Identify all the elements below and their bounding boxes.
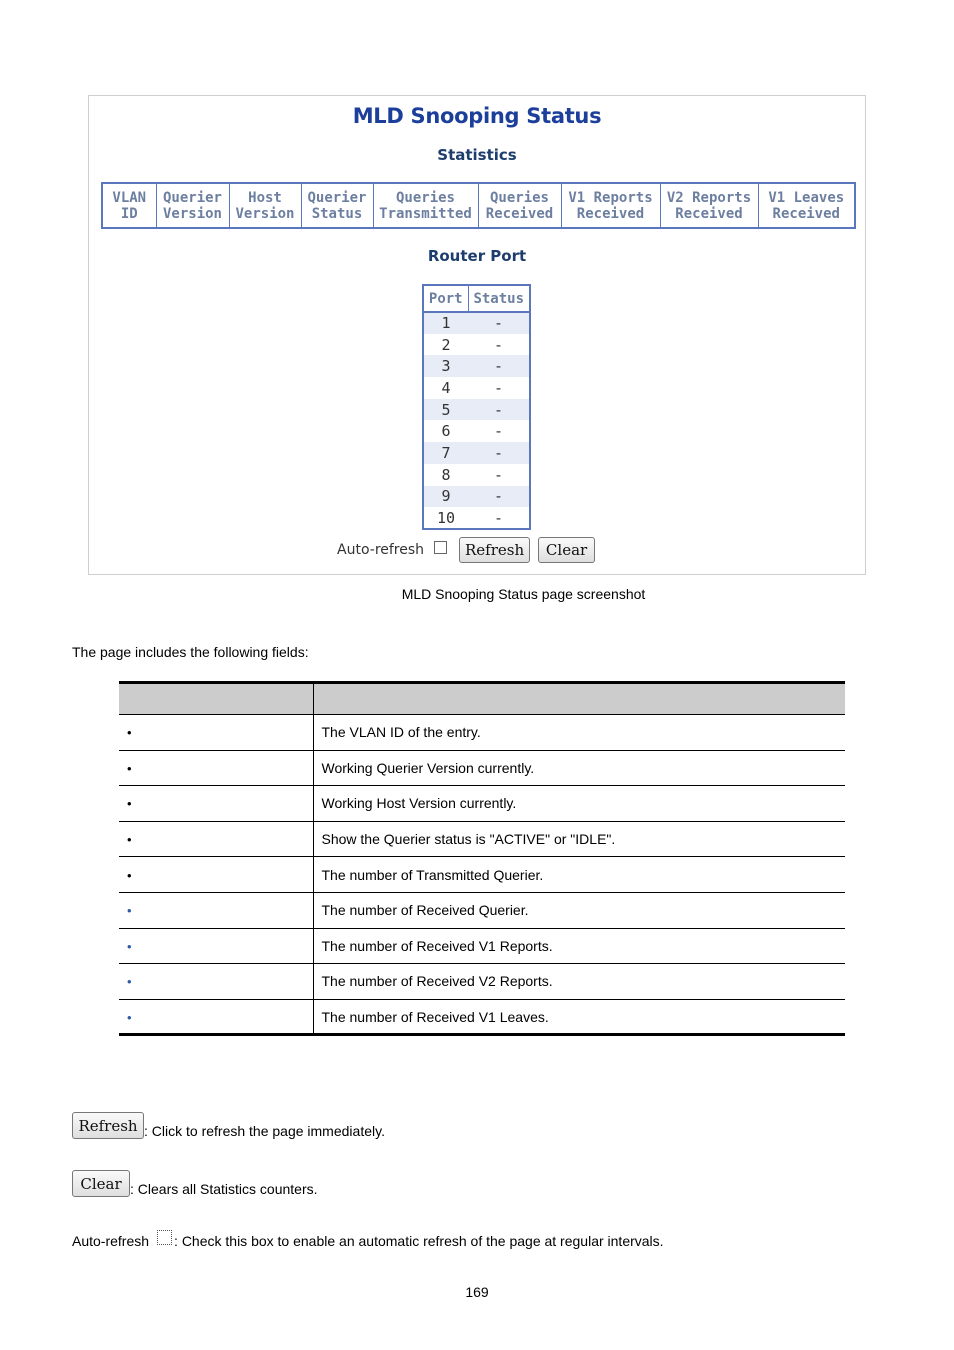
table-row (119, 786, 845, 822)
port-cell: 2 (441, 335, 451, 354)
statistics-heading: Statistics (437, 146, 517, 164)
port-cell: 4 (441, 378, 451, 397)
header-object-cell (119, 683, 313, 715)
screenshot-frame (88, 95, 866, 575)
table-row (423, 464, 530, 486)
table-row (119, 999, 845, 1035)
col-status: Status (468, 285, 530, 312)
clear-button-sample[interactable]: Clear (72, 1170, 130, 1197)
auto-refresh-checkbox[interactable] (434, 541, 447, 554)
col-v1-reports-received: V1 Reports Received (561, 183, 660, 228)
port-cell: 10 (436, 508, 456, 527)
col-vlan-id: VLAN ID (102, 183, 156, 228)
refresh-help-text: : Click to refresh the page immediately. (144, 1123, 385, 1139)
col-host-version: Host Version (229, 183, 301, 228)
status-cell: - (468, 399, 530, 421)
port-cell: 1 (423, 312, 468, 334)
field-description: Working Querier Version currently. (313, 750, 845, 786)
router-header-row (423, 285, 530, 312)
field-description: Working Host Version currently. (313, 786, 845, 822)
status-cell: - (493, 422, 504, 441)
auto-refresh-label: Auto-refresh (337, 542, 425, 558)
col-querier-version: Querier Version (156, 183, 229, 228)
table-row (119, 821, 845, 857)
field-description: The VLAN ID of the entry. (313, 715, 845, 751)
field-description: The number of Transmitted Querier. (313, 857, 845, 893)
col-v1-leaves-received: V1 Leaves Received (758, 183, 855, 228)
status-cell: - (468, 442, 530, 464)
col-port: Port (423, 285, 468, 312)
clear-help (72, 1170, 318, 1197)
clear-button[interactable]: Clear (538, 537, 595, 563)
port-cell: 5 (423, 399, 468, 421)
table-row (119, 928, 845, 964)
col-queries-transmitted: Queries Transmitted (373, 183, 478, 228)
table-row (423, 377, 530, 399)
auto-refresh-checkbox-sample[interactable] (157, 1230, 172, 1245)
table-row (423, 355, 530, 377)
bullet: • (127, 938, 132, 954)
statistics-header-row (102, 183, 855, 228)
bullet: • (127, 832, 132, 848)
page-number: 169 (465, 1284, 489, 1300)
col-queries-received: Queries Received (478, 183, 561, 228)
table-row (423, 507, 530, 529)
status-cell: - (493, 335, 504, 354)
table-row (423, 442, 530, 464)
table-row (119, 750, 845, 786)
table-row (423, 486, 530, 508)
auto-refresh-help-text: : Check this box to enable an automatic refresh of the page at regular intervals. (174, 1233, 664, 1249)
bullet: • (127, 974, 132, 990)
fields-table (119, 681, 845, 1036)
auto-refresh-help-label: Auto-refresh (72, 1233, 150, 1249)
bullet: • (127, 903, 132, 919)
status-cell: - (493, 465, 504, 484)
router-port-table (422, 284, 531, 530)
bullet: • (127, 725, 132, 741)
table-row (119, 964, 845, 1000)
field-description: The number of Received V1 Leaves. (313, 999, 845, 1035)
table-row (423, 334, 530, 356)
table-row (423, 399, 530, 421)
status-cell: - (468, 355, 530, 377)
port-cell: 8 (441, 465, 451, 484)
intro-text: The page includes the following fields: (72, 644, 309, 660)
status-cell: - (493, 378, 504, 397)
header-description-cell (313, 683, 845, 715)
statistics-table (101, 182, 856, 229)
field-description: Show the Querier status is "ACTIVE" or "IDLE". (313, 821, 845, 857)
fields-header-row (119, 683, 845, 715)
table-row (119, 715, 845, 751)
auto-refresh-row (337, 536, 595, 564)
bullet: • (127, 867, 132, 883)
col-v2-reports-received: V2 Reports Received (660, 183, 758, 228)
table-row (423, 312, 530, 334)
bullet: • (127, 760, 132, 776)
field-description: The number of Received V1 Reports. (313, 928, 845, 964)
status-cell: - (468, 312, 530, 334)
figure-caption: MLD Snooping Status page screenshot (401, 586, 646, 602)
port-cell: 3 (423, 355, 468, 377)
bullet: • (127, 1009, 132, 1025)
refresh-button[interactable]: Refresh (459, 537, 530, 563)
field-description: The number of Received Querier. (313, 892, 845, 928)
table-row (119, 892, 845, 928)
bullet: • (127, 796, 132, 812)
port-cell: 9 (423, 486, 468, 508)
port-cell: 6 (441, 422, 451, 441)
field-description: The number of Received V2 Reports. (313, 964, 845, 1000)
status-cell: - (468, 486, 530, 508)
table-row (423, 420, 530, 442)
table-row (119, 857, 845, 893)
clear-help-text: : Clears all Statistics counters. (130, 1181, 318, 1197)
router-port-heading: Router Port (427, 247, 527, 265)
auto-refresh-help (72, 1230, 664, 1249)
status-cell: - (493, 508, 504, 527)
refresh-help (72, 1112, 385, 1139)
port-cell: 7 (423, 442, 468, 464)
page-title: MLD Snooping Status (352, 104, 602, 128)
refresh-button-sample[interactable]: Refresh (72, 1112, 144, 1139)
col-querier-status: Querier Status (301, 183, 373, 228)
